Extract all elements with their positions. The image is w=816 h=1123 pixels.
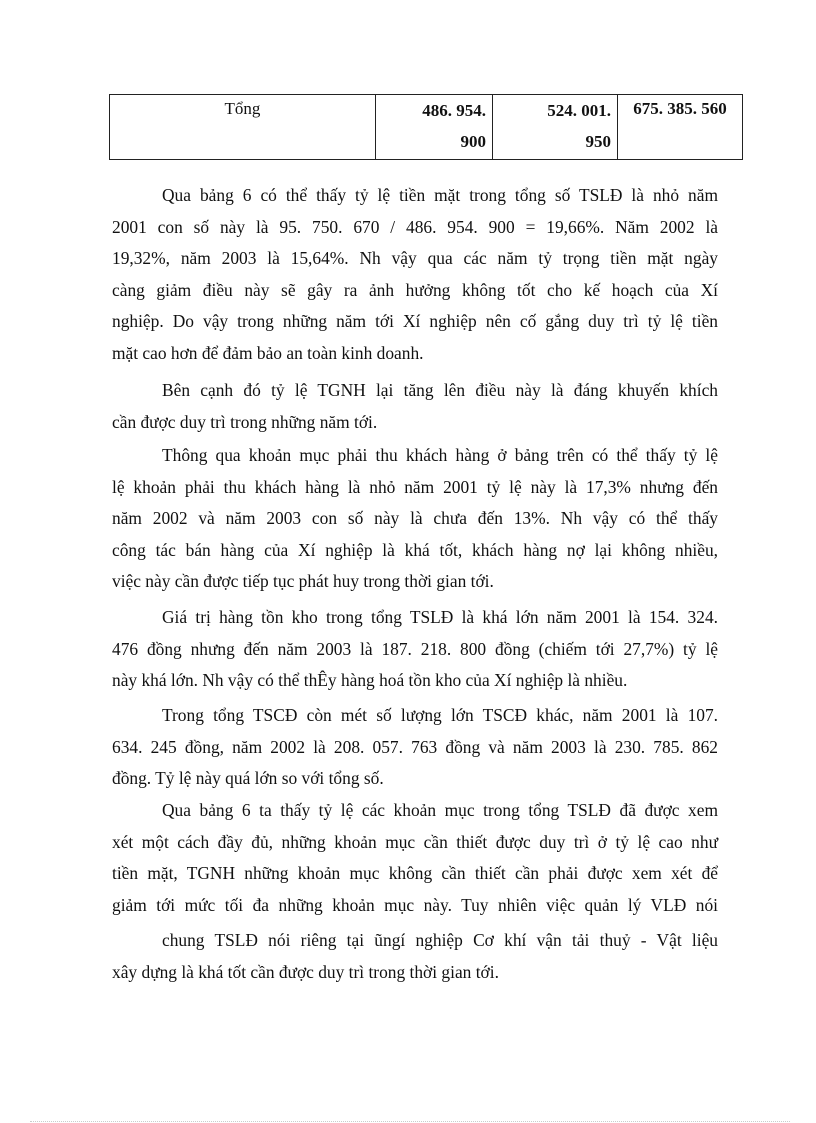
text-line: 19,32%, năm 2003 là 15,64%. Nh vậy qua các năm tỷ trọng tiền mặt ngày xyxy=(112,248,718,268)
paragraph-fixed-assets xyxy=(112,700,718,795)
text-line: Qua bảng 6 ta thấy tỷ lệ các khoản mục trong tổng TSLĐ đã được xem xyxy=(162,800,718,820)
text-line: Qua bảng 6 có thể thấy tỷ lệ tiền mặt trong tổng số TSLĐ là nhỏ năm xyxy=(162,185,718,205)
value-part: 524. 001. xyxy=(547,101,611,120)
row-label-cell: Tổng xyxy=(110,95,376,160)
text-line: 476 đồng nhưng đến năm 2003 là 187. 218. 800 đồng (chiếm tới 27,7%) tỷ lệ xyxy=(112,638,718,659)
value-part: 486. 954. xyxy=(422,101,486,120)
text-line: cần được duy trì trong những năm tới. xyxy=(112,411,378,432)
text-line: tiền mặt, TGNH những khoản mục không cần thiết cần phải được xem xét để xyxy=(112,863,718,883)
summary-table xyxy=(109,94,743,160)
text-line: xây dựng là khá tốt cần được duy trì trong thời gian tới. xyxy=(112,961,499,982)
text-line: mặt cao hơn để đảm bảo an toàn kinh doanh. xyxy=(112,342,424,363)
paragraph-receivables xyxy=(112,440,718,598)
text-line: năm 2002 và năm 2003 con số này là chưa đến 13%. Nh vậy có thể thấy xyxy=(112,508,718,528)
paragraph-tgnh xyxy=(112,375,718,438)
text-line: việc này cần được tiếp tục phát huy trong thời gian tới. xyxy=(112,571,494,591)
text-line: nghiệp. Do vậy trong những năm tới Xí nghiệp nên cố gắng duy trì tỷ lệ tiền xyxy=(112,311,718,331)
value-cell-2 xyxy=(493,95,618,160)
value-part: 900 xyxy=(460,132,486,151)
text-line: 634. 245 đồng, năm 2002 là 208. 057. 763 đồng và năm 2003 là 230. 785. 862 xyxy=(112,736,718,757)
page-bottom-divider xyxy=(30,1121,790,1122)
text-line: lệ khoản phải thu khách hàng là nhỏ năm 2001 tỷ lệ này là 17,3% nhưng đến xyxy=(112,476,718,497)
text-line: chung TSLĐ nói riêng tại ũngí nghiệp Cơ khí vận tải thuỷ - Vật liệu xyxy=(162,930,718,950)
paragraph-cash-ratio xyxy=(112,180,718,369)
text-line: Thông qua khoản mục phải thu khách hàng ở bảng trên có thể thấy tỷ lệ xyxy=(162,445,718,465)
value-cell-3: 675. 385. 560 xyxy=(618,95,743,160)
text-line: đồng. Tỷ lệ này quá lớn so với tổng số. xyxy=(112,768,384,788)
value-part: 950 xyxy=(585,132,611,151)
text-line: Bên cạnh đó tỷ lệ TGNH lại tăng lên điều này là đáng khuyến khích xyxy=(162,380,718,400)
paragraph-conclusion xyxy=(112,925,718,988)
text-line: công tác bán hàng của Xí nghiệp là khá tốt, khách hàng nợ lại không nhiều, xyxy=(112,539,718,560)
paragraph-inventory xyxy=(112,602,718,697)
value-cell-1 xyxy=(376,95,493,160)
paragraph-summary xyxy=(112,795,718,921)
text-line: Giá trị hàng tồn kho trong tổng TSLĐ là khá lớn năm 2001 là 154. 324. xyxy=(162,607,718,627)
text-line: giảm tới mức tối đa những khoản mục này. Tuy nhiên việc quản lý VLĐ nói xyxy=(112,894,718,915)
table-row xyxy=(110,95,743,160)
text-line: xét một cách đầy đủ, những khoản mục cần thiết được duy trì ở tỷ lệ cao như xyxy=(112,831,718,852)
text-line: Trong tổng TSCĐ còn mét số lượng lớn TSCĐ khác, năm 2001 là 107. xyxy=(162,705,718,725)
text-line: 2001 con số này là 95. 750. 670 / 486. 954. 900 = 19,66%. Năm 2002 là xyxy=(112,216,718,237)
text-line: này khá lớn. Nh vậy có thể thÊy hàng hoá tồn kho của Xí nghiệp là nhiều. xyxy=(112,670,628,690)
text-line: càng giảm điều này sẽ gây ra ảnh hưởng không tốt cho kế hoạch của Xí xyxy=(112,279,718,300)
